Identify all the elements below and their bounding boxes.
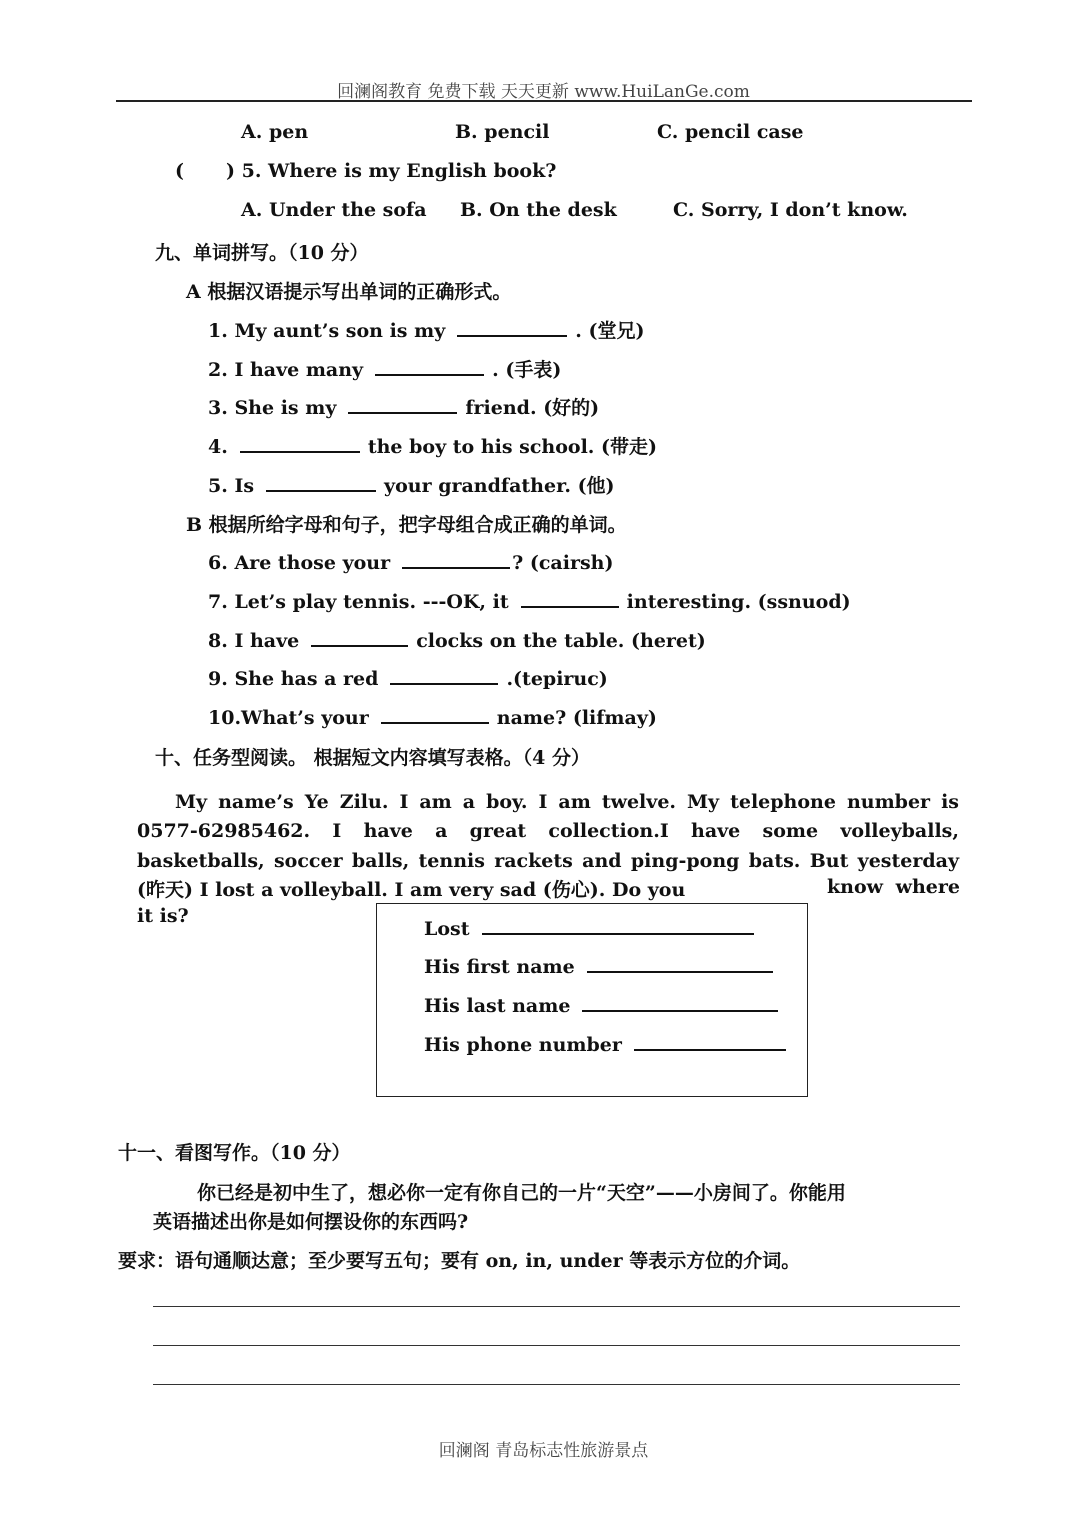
spelling-item-6: 6. Are those your ? (cairsh) [208, 549, 613, 574]
section11-title: 十一、看图写作。（10 分） [118, 1142, 351, 1164]
header-rule [116, 100, 972, 102]
spelling-item-9: 9. She has a red .(tepiruc) [208, 665, 608, 690]
spelling-item-5: 5. Is your grandfather. (他) [208, 471, 615, 498]
reading-passage-continuation: know where [827, 876, 960, 898]
answer-blank[interactable] [634, 1031, 786, 1051]
writing-line[interactable] [153, 1384, 960, 1385]
q5-option-a: A. Under the sofa [241, 199, 427, 221]
table-row-first-name: His first name [424, 953, 781, 978]
spelling-item-3: 3. She is my friend. (好的) [208, 393, 599, 420]
spelling-item-2: 2. I have many . (手表) [208, 355, 561, 382]
spelling-item-4: 4. the boy to his school. (带走) [208, 432, 657, 459]
spelling-item-8: 8. I have clocks on the table. (heret) [208, 627, 706, 652]
table-row-lost: Lost [424, 915, 762, 940]
q4-option-c: C. pencil case [657, 121, 804, 143]
spelling-item-1: 1. My aunt’s son is my . (堂兄) [208, 316, 644, 343]
table-row-last-name: His last name [424, 992, 786, 1017]
q4-option-a: A. pen [241, 121, 309, 143]
answer-blank[interactable] [348, 394, 457, 414]
section11-requirement: 要求：语句通顺达意；至少要写五句；要有 on, in, under 等表示方位的介词。 [118, 1250, 801, 1272]
lost-info-table [376, 903, 808, 1097]
table-row-phone: His phone number [424, 1031, 794, 1056]
answer-blank[interactable] [457, 317, 567, 337]
spelling-item-10: 10.What’s your name? (lifmay) [208, 704, 657, 729]
reading-passage-end: it is? [137, 905, 189, 927]
section9-part-b-instruction: B 根据所给字母和句子，把字母组合成正确的单词。 [186, 514, 627, 536]
section11-prompt-line2: 英语描述出你是如何摆设你的东西吗? [153, 1211, 469, 1233]
answer-blank[interactable] [582, 992, 778, 1012]
answer-blank[interactable] [390, 665, 498, 685]
writing-line[interactable] [153, 1345, 960, 1346]
page-footer: 回澜阁 青岛标志性旅游景点 [438, 1441, 649, 1461]
answer-blank[interactable] [587, 953, 773, 973]
section10-title: 十、任务型阅读。 根据短文内容填写表格。（4 分） [155, 747, 590, 769]
section9-part-a-instruction: A 根据汉语提示写出单词的正确形式。 [186, 281, 512, 303]
spelling-item-7: 7. Let’s play tennis. ---OK, it interesting. (ssnuod) [208, 588, 851, 613]
page-header: 回澜阁教育 免费下载 天天更新 www.HuiLanGe.com [337, 82, 750, 102]
q5-question: ) 5. Where is my English book? [226, 160, 557, 182]
answer-blank[interactable] [381, 704, 489, 724]
section9-title: 九、单词拼写。（10 分） [155, 242, 369, 264]
q4-option-b: B. pencil [455, 121, 550, 143]
answer-blank[interactable] [240, 433, 360, 453]
q5-option-b: B. On the desk [460, 199, 617, 221]
answer-blank[interactable] [402, 549, 510, 569]
answer-blank[interactable] [375, 356, 484, 376]
q5-option-c: C. Sorry, I don’t know. [673, 199, 908, 221]
answer-blank[interactable] [521, 588, 619, 608]
answer-blank[interactable] [266, 472, 376, 492]
reading-passage: My name’s Ye Zilu. I am a boy. I am twelve. My telephone number is 0577-62985462. I have a great collection.I have some volleyballs, basketballs, soccer balls, tennis rackets and ping-pong bats. But yesterday (昨天) I lost a volleyball. I am very sad (伤心). Do you [137, 791, 959, 901]
answer-blank[interactable] [311, 627, 408, 647]
section11-prompt-line1: 你已经是初中生了，想必你一定有你自己的一片“天空”——小房间了。你能用 [197, 1182, 846, 1204]
writing-line[interactable] [153, 1306, 960, 1307]
q5-answer-paren-open: ( [175, 160, 184, 182]
answer-blank[interactable] [482, 915, 754, 935]
